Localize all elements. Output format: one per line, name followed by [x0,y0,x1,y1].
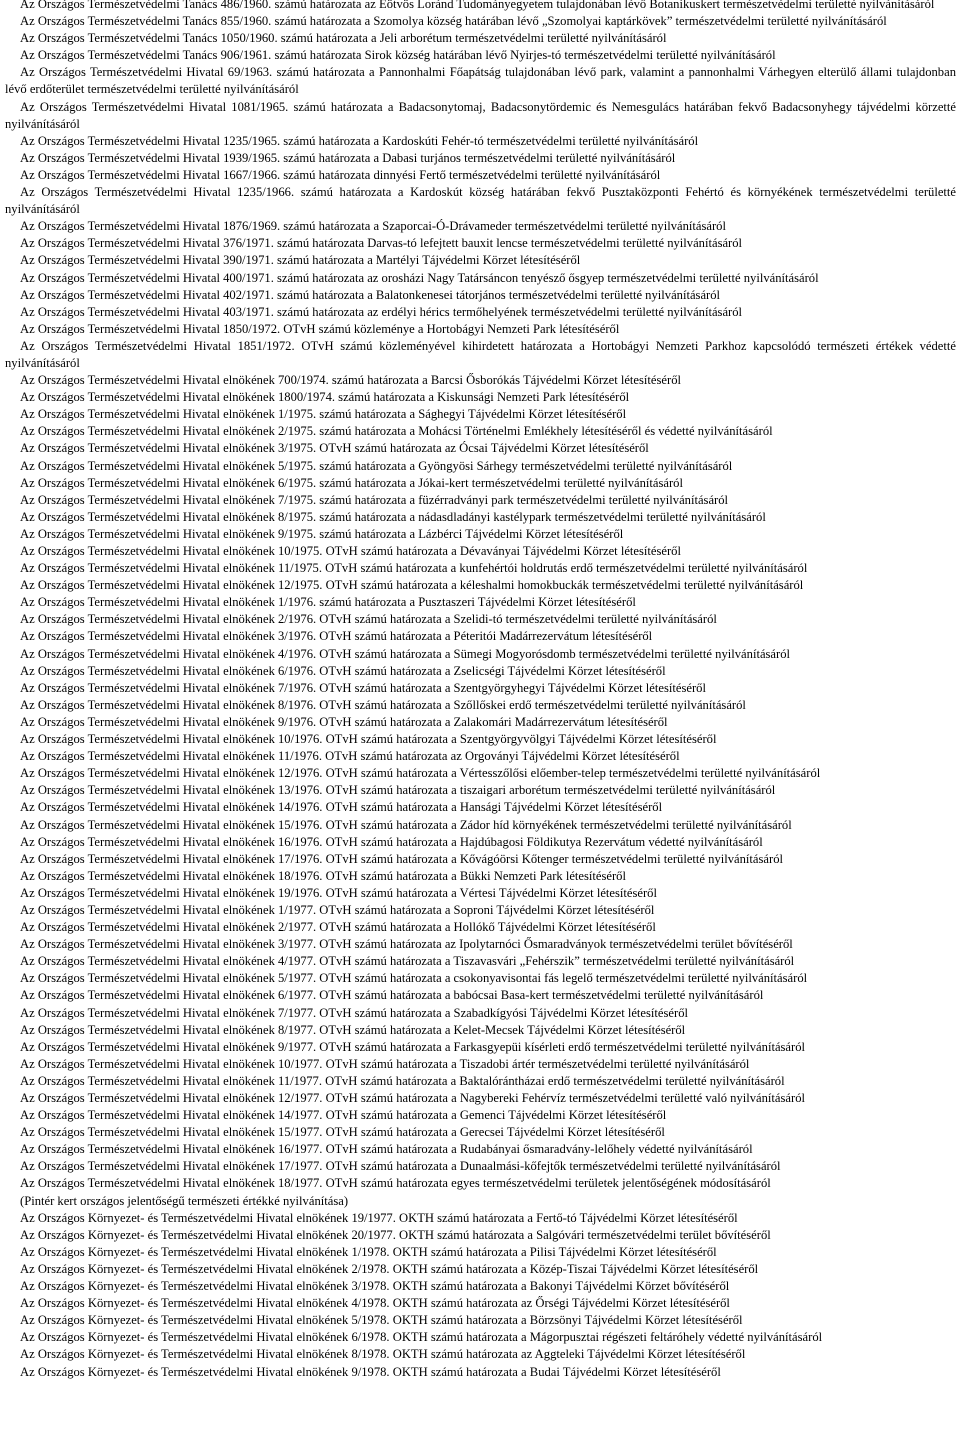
document-entry: Az Országos Természetvédelmi Hivatal elnökének 3/1976. OTvH számú határozata a Péteritói Madárrezervátum létesítéséről [20,629,653,644]
document-entry: Az Országos Természetvédelmi Hivatal elnökének 18/1977. OTvH számú határozata egyes természetvédelmi területek jelentőségének módosításáról [20,1176,771,1191]
document-entry: Az Országos Természetvédelmi Hivatal elnökének 1800/1974. számú határozata a Kiskunsági Nemzeti Park létesítéséről [20,390,630,405]
document-entry: Az Országos Környezet- és Természetvédelmi Hivatal elnökének 5/1978. OKTH számú határozata a Börzsönyi Tájvédelmi Körzet létesítéséről [20,1313,743,1328]
document-entry: Az Országos Természetvédelmi Hivatal elnökének 1/1976. számú határozata a Pusztaszeri Tájvédelmi Körzet létesítéséről [20,595,636,610]
document-entry: Az Országos Természetvédelmi Hivatal 403/1971. számú határozata az erdélyi hérics termőhelyének természetvédelmi területté nyilvánításáról [20,304,743,319]
document-entry: Az Országos Környezet- és Természetvédelmi Hivatal elnökének 2/1978. OKTH számú határozata a Közép-Tiszai Tájvédelmi Körzet létesítéséről [20,1261,759,1276]
document-entry: Az Országos Természetvédelmi Hivatal 1850/1972. OTvH számú közleménye a Hortobágyi Nemzeti Park létesítéséről [20,321,620,336]
document-entry: Az Országos Természetvédelmi Hivatal elnökének 11/1977. OTvH számú határozata a Baktalórántházai erdő természetvédelmi területté nyilvánításáról [20,1073,785,1088]
document-entry: Az Országos Természetvédelmi Hivatal elnökének 700/1974. számú határozata a Barcsi Ősborókás Tájvédelmi Körzet létesítéséről [20,373,681,388]
document-entry: Az Országos Természetvédelmi Hivatal elnökének 7/1975. számú határozata a füzérradványi park természetvédelmi területté nyilvánításáról [20,492,729,507]
document-entry: Az Országos Természetvédelmi Hivatal elnökének 3/1975. OTvH számú határozata az Ócsai Tájvédelmi Körzet létesítéséről [20,441,649,456]
document-entry: Az Országos Természetvédelmi Hivatal elnökének 16/1976. OTvH számú határozata a Hajdúbagosi Földikutya Rezervátum védetté nyilvánításáról [20,834,763,849]
document-entry: Az Országos Természetvédelmi Hivatal elnökének 18/1976. OTvH számú határozata a Bükki Nemzeti Park létesítéséről [20,868,626,883]
document-entry: Az Országos Természetvédelmi Hivatal elnökének 7/1976. OTvH számú határozata a Szentgyörgyhegyi Tájvédelmi Körzet létesítéséről [20,680,706,695]
document-entry: Az Országos Környezet- és Természetvédelmi Hivatal elnökének 8/1978. OKTH számú határozata az Aggteleki Tájvédelmi Körzet létesítéséről [20,1347,746,1362]
document-entry: Az Országos Természetvédelmi Hivatal 1235/1966. számú határozata a Kardoskút község határában fekvő Pusztaközponti Fehértó és környékének természetvédelmi területté nyilvánításáról [5,185,956,217]
document-entry: Az Országos Természetvédelmi Hivatal elnökének 12/1976. OTvH számú határozata a Vértesszőlősi előember-telep természetvédelmi területté nyilvánításáról [20,766,821,781]
document-entry: Az Országos Természetvédelmi Hivatal 1081/1965. számú határozata a Badacsonytomaj, Badacsonytördemic és Nemesgulács határában fekvő Badacsonyhegy tájvédelmi körzetté nyilvánításáról [5,99,956,131]
document-entry: Az Országos Természetvédelmi Hivatal elnökének 19/1976. OTvH számú határozata a Vértesi Tájvédelmi Körzet létesítéséről [20,885,657,900]
document-entry: Az Országos Természetvédelmi Hivatal 390/1971. számú határozata a Martélyi Tájvédelmi Körzet létesítéséről [20,253,581,268]
document-entry: Az Országos Természetvédelmi Hivatal elnökének 6/1975. számú határozata a Jókai-kert természetvédelmi területté nyilvánításáról [20,475,683,490]
document-entry: Az Országos Természetvédelmi Tanács 1050/1960. számú határozata a Jeli arborétum természetvédelmi területté nyilvánításáról [20,31,667,46]
document-entry: Az Országos Környezet- és Természetvédelmi Hivatal elnökének 19/1977. OKTH számú határozata a Fertő-tó Tájvédelmi Körzet létesítéséről [20,1210,738,1225]
document-entry: Az Országos Természetvédelmi Hivatal elnökének 11/1976. OTvH számú határozata az Orgoványi Tájvédelmi Körzet létesítéséről [20,749,680,764]
document-entry: Az Országos Természetvédelmi Hivatal elnökének 1/1977. OTvH számú határozata a Soproni Tájvédelmi Körzet létesítéséről [20,902,655,917]
document-entry: Az Országos Természetvédelmi Hivatal elnökének 5/1975. számú határozata a Gyöngyösi Sárhegy természetvédelmi területté nyilvánításáról [20,458,733,473]
document-entry: Az Országos Természetvédelmi Hivatal elnökének 11/1975. OTvH számú határozata a kunfehértói holdrutás erdő természetvédelmi területté nyilvánításáról [20,561,808,576]
document-entry: Az Országos Természetvédelmi Hivatal 376/1971. számú határozata Darvas-tó lefejtett bauxit lencse természetvédelmi területté nyilvánításáról [20,236,743,251]
document-entry: Az Országos Környezet- és Természetvédelmi Hivatal elnökének 4/1978. OKTH számú határozata az Őrségi Tájvédelmi Körzet létesítéséről [20,1296,730,1311]
document-entry: Az Országos Természetvédelmi Hivatal elnökének 17/1977. OTvH számú határozata a Dunaalmási-kőfejtők természetvédelmi területté nyilvánításáról [20,1159,781,1174]
document-entry: Az Országos Természetvédelmi Hivatal elnökének 8/1976. OTvH számú határozata a Szőllőskei erdő természetvédelmi területté nyilvánításáról [20,697,746,712]
document-entry: Az Országos Természetvédelmi Hivatal 1876/1969. számú határozata a Szaporcai-Ó-Drávameder természetvédelmi területté nyilvánításáról [20,219,726,234]
document-entry: Az Országos Természetvédelmi Hivatal elnökének 5/1977. OTvH számú határozata a csokonyavisontai fás legelő természetvédelmi területté nyilvánításáról [20,971,808,986]
document-entry: Az Országos Természetvédelmi Hivatal elnökének 17/1976. OTvH számú határozata a Kővágóörsi Kőtenger természetvédelmi területté nyilvánításáról [20,851,783,866]
document-entry: Az Országos Természetvédelmi Hivatal elnökének 10/1976. OTvH számú határozata a Szentgyörgyvölgyi Tájvédelmi Körzet létesítéséről [20,732,717,747]
document-entry: Az Országos Természetvédelmi Hivatal elnökének 9/1977. OTvH számú határozata a Farkasgyepüi kísérleti erdő természetvédelmi területté nyilvánításáról [20,1039,806,1054]
document-entry: Az Országos Természetvédelmi Hivatal elnökének 2/1976. OTvH számú határozata a Szelidi-tó természetvédelmi területté nyilvánításáról [20,612,717,627]
document-entry: Az Országos Természetvédelmi Hivatal elnökének 3/1977. OTvH számú határozata az Ipolytarnóci Ősmaradványok természetvédelmi terület bővítéséről [20,937,793,952]
document-entry: Az Országos Természetvédelmi Hivatal 402/1971. számú határozata a Balatonkenesei tátorjános természetvédelmi területté nyilvánításáról [20,287,721,302]
document-entry: Az Országos Természetvédelmi Hivatal 69/1963. számú határozata a Pannonhalmi Főapátság tulajdonában lévő park, valamint a pannonhalmi Várhegyen elterülő állami tulajdonban lévő erdőterület természetvédelmi területté nyilvánításáról [5,65,956,97]
document-entry: Az Országos Környezet- és Természetvédelmi Hivatal elnökének 1/1978. OKTH számú határozata a Pilisi Tájvédelmi Körzet létesítéséről [20,1244,717,1259]
document-entry: Az Országos Természetvédelmi Tanács 906/1961. számú határozata Sirok község határában lévő Nyirjes-tó természetvédelmi területté nyilvánításáról [20,48,776,63]
document-entry: Az Országos Természetvédelmi Tanács 486/1960. számú határozata az Eötvös Loránd Tudományegyetem tulajdonában lévő Botanikuskert természetvédelmi területté nyilvánításáról [20,0,935,11]
document-entry: Az Országos Természetvédelmi Hivatal elnökének 9/1976. OTvH számú határozata a Zalakomári Madárrezervátum létesítéséről [20,714,668,729]
document-entry: Az Országos Természetvédelmi Hivatal elnökének 1/1975. számú határozata a Sághegyi Tájvédelmi Körzet létesítéséről [20,407,627,422]
document-entry: Az Országos Természetvédelmi Hivatal elnökének 2/1977. OTvH számú határozata a Hollókő Tájvédelmi Körzet létesítéséről [20,920,656,935]
document-entry: Az Országos Természetvédelmi Hivatal elnökének 8/1977. OTvH számú határozata a Kelet-Mecsek Tájvédelmi Körzet létesítéséről [20,1022,686,1037]
document-entry: Az Országos Természetvédelmi Hivatal elnökének 4/1977. OTvH számú határozata a Tiszavasvári „Fehérszik” természetvédelmi területté nyilvánításáról [20,954,795,969]
document-entry: Az Országos Természetvédelmi Hivatal elnökének 12/1977. OTvH számú határozata a Nagybereki Fehérvíz természetvédelmi területté való nyilvánításáról [20,1091,805,1105]
document-entry: Az Országos Természetvédelmi Hivatal 1939/1965. számú határozata a Dabasi turjános természetvédelmi területté nyilvánításáról [20,150,676,165]
document-entry: Az Országos Természetvédelmi Hivatal elnökének 6/1976. OTvH számú határozata a Zselicségi Tájvédelmi Körzet létesítéséről [20,663,666,678]
document-entry: Az Országos Környezet- és Természetvédelmi Hivatal elnökének 3/1978. OKTH számú határozata a Bakonyi Tájvédelmi Körzet bővítéséről [20,1279,730,1294]
document-entry: Az Országos Környezet- és Természetvédelmi Hivatal elnökének 20/1977. OKTH számú határozata a Salgóvári természetvédelmi terület bővítéséről [20,1227,771,1242]
document-entry: Az Országos Természetvédelmi Tanács 855/1960. számú határozata a Szomolya község határában lévő „Szomolyai kaptárkövek” természetvédelmi területté nyilvánításáról [20,14,887,29]
document-entry: (Pintér kert országos jelentőségű természeti értékké nyilvánítása) [20,1193,349,1208]
document-entry: Az Országos Természetvédelmi Hivatal elnökének 16/1977. OTvH számú határozata a Rudabányai ősmaradvány-lelőhely védetté nyilvánításáról [20,1142,753,1157]
document-entry: Az Országos Környezet- és Természetvédelmi Hivatal elnökének 9/1978. OKTH számú határozata a Budai Tájvédelmi Körzet létesítéséről [20,1364,721,1379]
document-entry: Az Országos Természetvédelmi Hivatal elnökének 8/1975. számú határozata a nádasdladányi kastélypark természetvédelmi területté nyilvánításáról [20,509,766,524]
document-entry: Az Országos Természetvédelmi Hivatal elnökének 10/1977. OTvH számú határozata a Tiszadobi ártér természetvédelmi területté nyilvánításáról [20,1056,750,1071]
document-entry: Az Országos Természetvédelmi Hivatal elnökének 4/1976. OTvH számú határozata a Sümegi Mogyorósdomb természetvédelmi területté nyilvánításáról [20,646,791,661]
document-entry: Az Országos Természetvédelmi Hivatal 1851/1972. OTvH számú közleményével kihirdetett határozata a Hortobágyi Nemzeti Parkhoz kapcsolódó természeti értékek védetté nyilvánításáról [5,338,956,370]
document-entry: Az Országos Természetvédelmi Hivatal 400/1971. számú határozata az orosházi Nagy Tatársáncon tenyésző ősgyep természetvédelmi területté nyilvánításáról [20,270,819,285]
document-entry: Az Országos Természetvédelmi Hivatal 1235/1965. számú határozata a Kardoskúti Fehér-tó természetvédelmi területté nyilvánításáról [20,133,699,148]
document-entry: Az Országos Természetvédelmi Hivatal elnökének 14/1977. OTvH számú határozata a Gemenci Tájvédelmi Körzet létesítéséről [20,1108,667,1123]
document-entry: Az Országos Természetvédelmi Hivatal 1667/1966. számú határozata dinnyési Fertő természetvédelmi területté nyilvánításáról [20,167,661,182]
document-entry: Az Országos Természetvédelmi Hivatal elnökének 7/1977. OTvH számú határozata a Szabadkígyósi Tájvédelmi Körzet létesítéséről [20,1005,688,1020]
document-entry: Az Országos Természetvédelmi Hivatal elnökének 13/1976. OTvH számú határozata a tiszaigari arborétum természetvédelmi területté nyilvánításáról [20,783,776,798]
document-entry: Az Országos Természetvédelmi Hivatal elnökének 15/1976. OTvH számú határozata a Zádor híd környékének természetvédelmi területté nyilvánításáról [20,817,792,832]
document-entry: Az Országos Természetvédelmi Hivatal elnökének 9/1975. számú határozata a Lázbérci Tájvédelmi Körzet létesítéséről [20,526,624,541]
document-entry: Az Országos Környezet- és Természetvédelmi Hivatal elnökének 6/1978. OKTH számú határozata a Mágorpusztai régészeti feltáróhely védetté nyilvánításáról [20,1330,823,1345]
document-entry: Az Országos Természetvédelmi Hivatal elnökének 6/1977. OTvH számú határozata a babócsai Basa-kert természetvédelmi területté nyilvánításáról [20,988,764,1003]
document-entry: Az Országos Természetvédelmi Hivatal elnökének 2/1975. számú határozata a Mohácsi Történelmi Emlékhely létesítéséről és védetté nyilvánításáról [20,424,773,439]
document-entry: Az Országos Természetvédelmi Hivatal elnökének 14/1976. OTvH számú határozata a Hansági Tájvédelmi Körzet létesítéséről [20,800,663,815]
document-entry: Az Országos Természetvédelmi Hivatal elnökének 10/1975. OTvH számú határozata a Dévaványai Tájvédelmi Körzet létesítéséről [20,544,681,558]
document-entry: Az Országos Természetvédelmi Hivatal elnökének 15/1977. OTvH számú határozata a Gerecsei Tájvédelmi Körzet létesítéséről [20,1125,665,1140]
document-entry: Az Országos Természetvédelmi Hivatal elnökének 12/1975. OTvH számú határozata a kéleshalmi homokbuckák természetvédelmi területté nyilvánításáról [20,578,804,593]
